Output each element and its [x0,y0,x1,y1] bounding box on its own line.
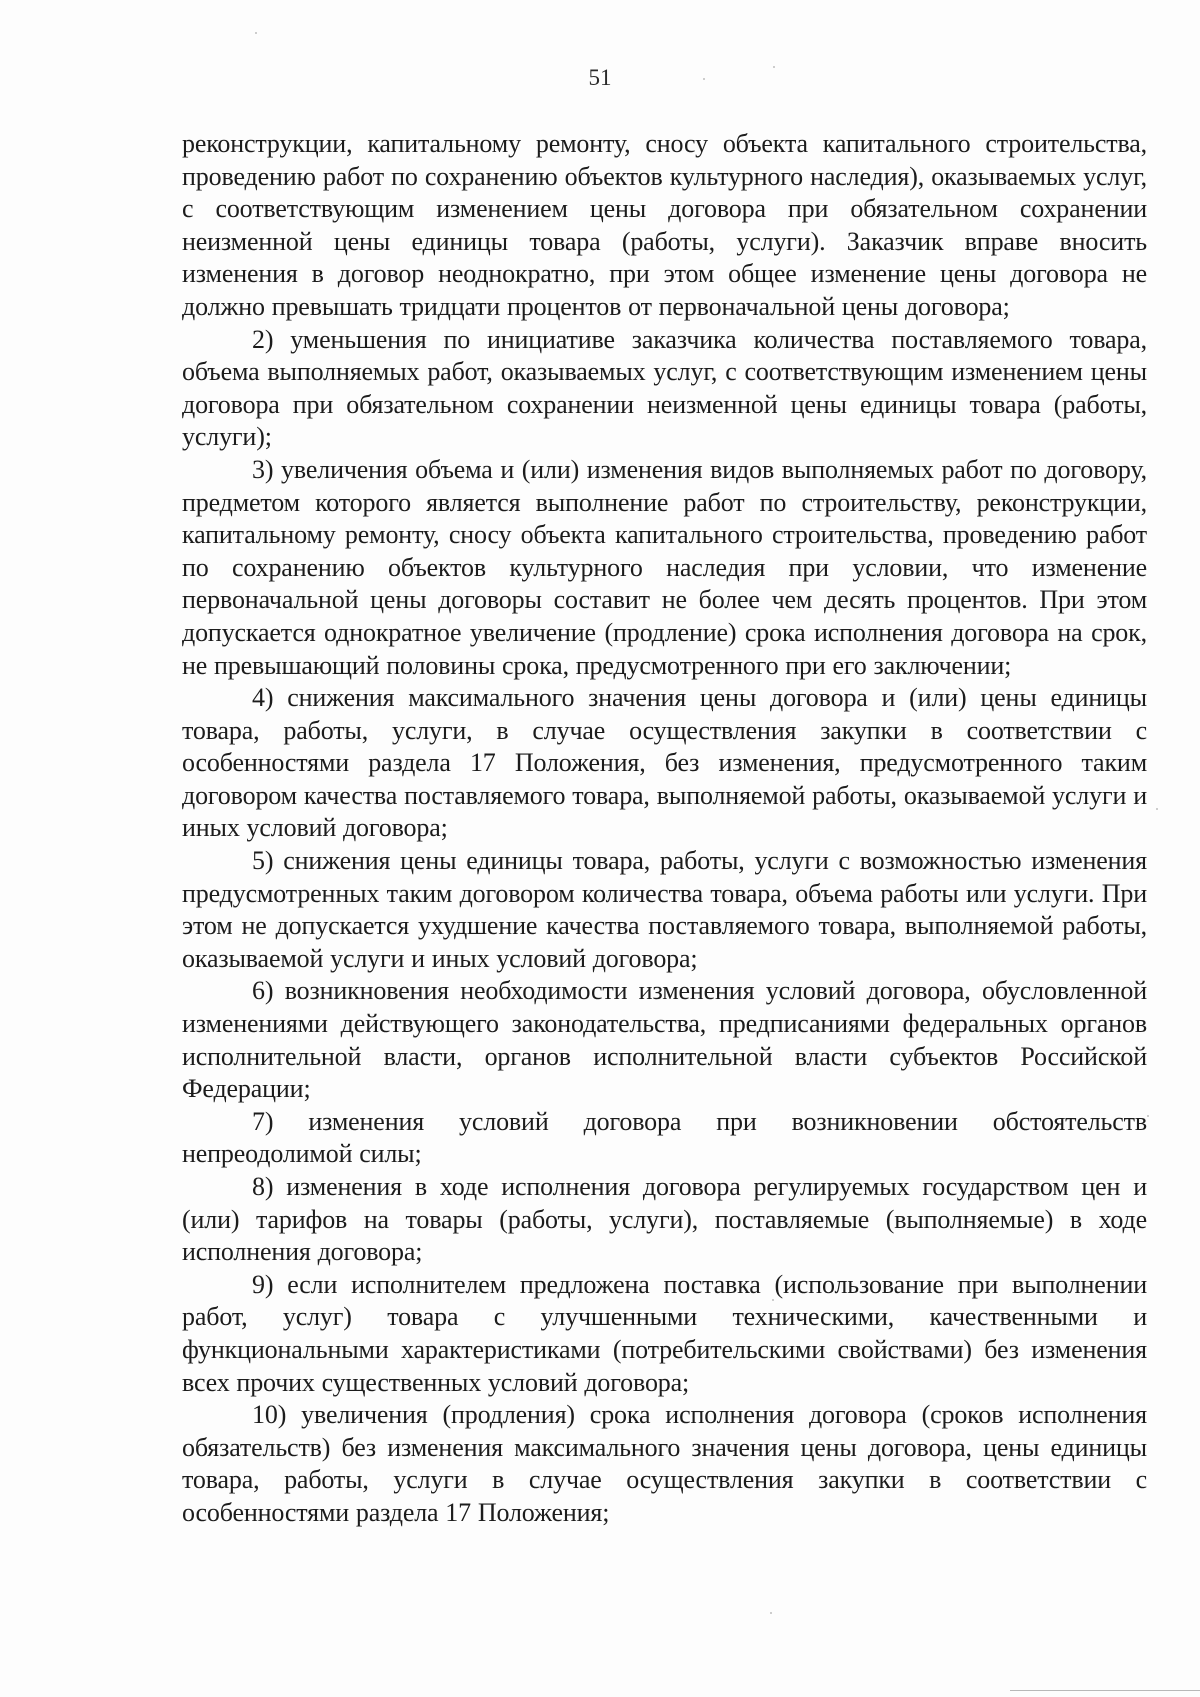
paragraph-item-8: 8) изменения в ходе исполнения договора регулируемых государством цен и (или) тарифов на товары (работы, услуги), поставляемые (выполняемые) в ходе исполнения договора; [182,1172,1147,1267]
scan-edge-line [1010,1690,1200,1691]
scan-speck [773,66,775,68]
paragraph-item-5: 5) снижения цены единицы товара, работы, услуги с возможностью изменения предусмотренных таким договором количества товара, объема работы или услуги. При этом не допускается ухудшение качества поставляемого товара, выполняемой работы, оказываемой услуги и иных условий договора; [182,846,1147,973]
paragraph-item-9: 9) если исполнителем предложена поставка (использование при выполнении работ, услуг) товара с улучшенными техническими, качественными и функциональными характеристиками (потребительскими свойствами) без изменения всех прочих существенных условий договора; [182,1269,1147,1397]
document-body [182,128,1147,1530]
paragraph-item-4: 4) снижения максимального значения цены договора и (или) цены единицы товара, работы, услуги, в случае осуществления закупки в соответствии с особенностями раздела 17 Положения, без изменения, предусмотренного таким договором качества поставляемого товара, выполняемой работы, оказываемой услуги и иных условий договора; [182,683,1147,843]
paragraph-item-7: 7) изменения условий договора при возникновении обстоятельств непреодолимой силы; [182,1106,1147,1169]
scan-speck [772,1299,774,1301]
paragraph-item-2: 2) уменьшения по инициативе заказчика количества поставляемого товара, объема выполняемых работ, оказываемых услуг, с соответствующим изменением цены договора при обязательном сохранении неизменной цены единицы товара (работы, услуги); [182,324,1147,452]
paragraph-item-3: 3) увеличения объема и (или) изменения видов выполняемых работ по договору, предметом которого является выполнение работ по строительству, реконструкции, капитальному ремонту, сносу объекта капитального строительства, проведению работ по сохранению объектов культурного наследия при условии, что изменение первоначальной цены договоры составит не более чем десять процентов. При этом допускается однократное увеличение (продление) срока исполнения договора на срок, не превышающий половины срока, предусмотренного при его заключении; [182,454,1147,680]
paragraph-item-10: 10) увеличения (продления) срока исполнения договора (сроков исполнения обязательств) без изменения максимального значения цены договора, цены единицы товара, работы, услуги в случае осуществления закупки в соответствии с особенностями раздела 17 Положения; [182,1400,1147,1527]
scan-speck [1156,808,1158,810]
paragraph-item-6: 6) возникновения необходимости изменения условий договора, обусловленной изменениями действующего законодательства, предписаниями федеральных органов исполнительной власти, органов исполнительной власти субъектов Российской Федерации; [182,976,1147,1104]
paragraph-continuation: реконструкции, капитальному ремонту, сносу объекта капитального строительства, проведению работ по сохранению объектов культурного наследия), оказываемых услуг, с соответствующим изменением цены договора при обязательном сохранении неизменной цены единицы товара (работы, услуги). Заказчик вправе вносить изменения в договор неоднократно, при этом общее изменение цены договора не должно превышать тридцати процентов от первоначальной цены договора; [182,129,1147,321]
scan-speck [1147,1115,1149,1117]
scan-speck [255,32,257,34]
page-number: 51 [588,65,612,90]
scan-speck [770,1612,772,1614]
scan-speck [703,78,705,80]
